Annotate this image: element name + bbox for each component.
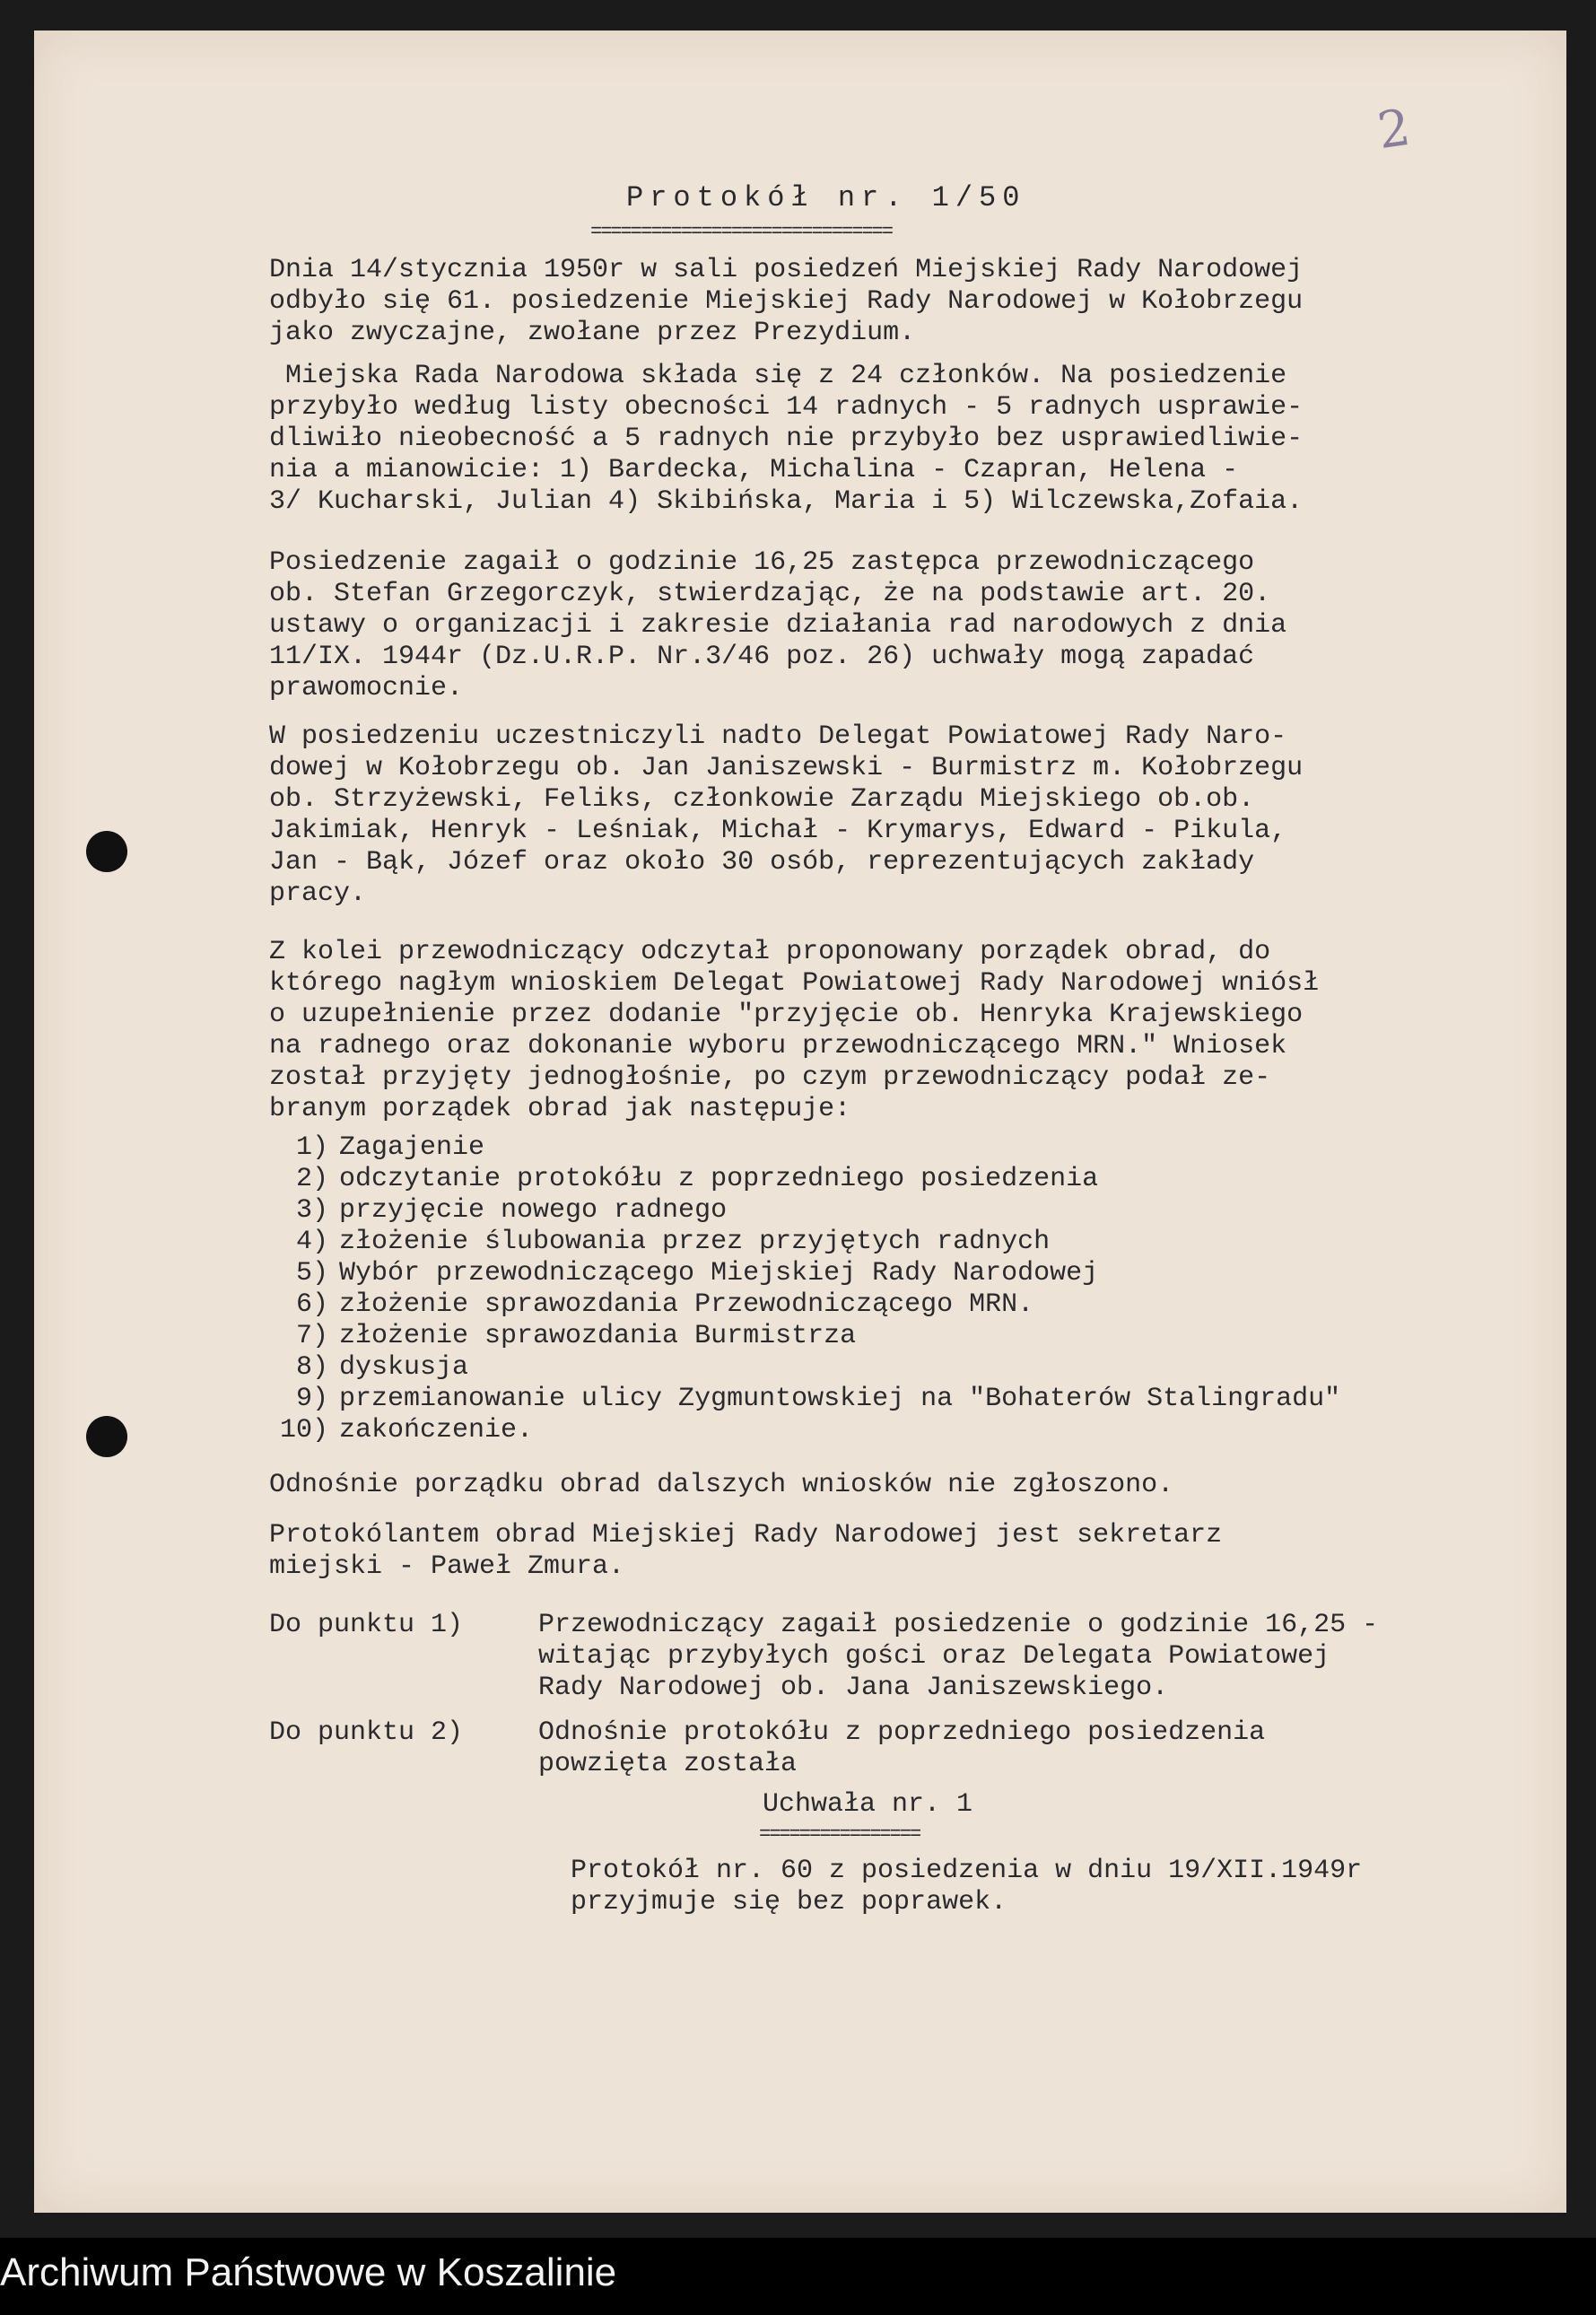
document-title: Protokół nr. 1/50 [626, 181, 1026, 214]
agenda-item: 3) przyjęcie nowego radnego [295, 1195, 728, 1226]
agenda-item: 4) złożenie ślubowania przez przyjętych radnych [295, 1227, 1051, 1257]
agenda-item: 9) przemianowanie ulicy Zygmuntowskiej na "Bohaterów Stalingradu" [295, 1384, 1341, 1414]
resolution-text: Protokół nr. 60 z posiedzenia w dniu 19/XII.1949r przyjmuje się bez poprawek. [571, 1856, 1363, 1918]
paragraph-opening: Dnia 14/stycznia 1950r w sali posiedzeń Miejskiej Rady Narodowej odbyło się 61. posiedzenie Miejskiej Rady Narodowej w Kołobrzegu jako zwyczajne, zwołane przez Prezydium. [269, 255, 1304, 348]
punch-hole [86, 1416, 127, 1457]
archive-footer-bar [0, 2238, 1596, 2315]
point-label: Do punktu 1) [269, 1610, 464, 1640]
paragraph-attendance: Miejska Rada Narodowa składa się z 24 członków. Na posiedzenie przybyło według listy obecności 14 radnych - 5 radnych usprawie- dliwiło nieobecność a 5 radnych nie przybyło bez usprawiedliwie- nia a mianowicie: 1) Bardecka, Michalina - Czapran, Helena - 3/ Kucharski, Julian 4) Skibińska, Maria i 5) Wilczewska,Zofaia. [269, 361, 1304, 517]
paragraph-participants: W posiedzeniu uczestniczyli nadto Delegat Powiatowej Rady Naro- dowej w Kołobrzegu ob. Jan Janiszewski - Burmistrz m. Kołobrzegu ob. Strzyżewski, Feliks, członkowie Zarządu Miejskiego ob.ob. Jakimiak, Henryk - Leśniak, Michał - Krymarys, Edward - Pikula, Jan - Bąk, Józef oraz około 30 osób, reprezentujących zakłady pracy. [269, 721, 1304, 909]
agenda-item: 7) złożenie sprawozdania Burmistrza [295, 1321, 857, 1351]
paragraph-opening-of-session: Posiedzenie zagaił o godzinie 16,25 zastępca przewodniczącego ob. Stefan Grzegorczyk, stwierdzając, że na podstawie art. 20. ustawy o organizacji i zakresie działania rad narodowych z dnia 11/IX. 1944r (Dz.U.R.P. Nr.3/46 poz. 26) uchwały mogą zapadać prawomocnie. [269, 547, 1287, 703]
paragraph-minutes-taker: Protokólantem obrad Miejskiej Rady Narodowej jest sekretarz miejski - Paweł Zmura. [269, 1520, 1223, 1582]
archive-name: Archiwum Państwowe w Koszalinie [0, 2250, 617, 2294]
agenda-item: 1) Zagajenie [295, 1132, 485, 1163]
paragraph-no-further-motions: Odnośnie porządku obrad dalszych wniosków nie zgłoszono. [269, 1470, 1174, 1500]
resolution-underline: ================ [759, 1823, 920, 1846]
point-text: Odnośnie protokółu z poprzedniego posiedzenia powzięta została [538, 1717, 1266, 1779]
agenda-item: 10) zakończenie. [279, 1415, 534, 1446]
agenda-item: 5) Wybór przewodniczącego Miejskiej Rady Narodowej [295, 1258, 1099, 1289]
handwritten-page-number: 2 [1374, 98, 1414, 162]
agenda-item: 2) odczytanie protokółu z poprzedniego posiedzenia [295, 1164, 1099, 1194]
resolution-title: Uchwała nr. 1 [763, 1789, 973, 1820]
agenda-item: 8) dyskusja [295, 1352, 469, 1383]
point-text: Przewodniczący zagaił posiedzenie o godzinie 16,25 - witając przybyłych gości oraz Delegata Powiatowej Rady Narodowej ob. Jana Janiszewskiego. [538, 1610, 1379, 1703]
punch-hole [86, 831, 127, 872]
title-underline: ============================== [590, 221, 893, 243]
paragraph-agenda-intro: Z kolei przewodniczący odczytał proponowany porządek obrad, do którego nagłym wnioskiem Delegat Powiatowej Rady Narodowej wniósł o uzupełnienie przez dodanie "przyjęcie ob. Henryka Krajewskiego na radnego oraz dokonanie wyboru przewodniczącego MRN." Wniosek został przyjęty jednogłośnie, po czym przewodniczący podał ze- branym porządek obrad jak następuje: [269, 937, 1320, 1124]
agenda-item: 6) złożenie sprawozdania Przewodniczącego MRN. [295, 1289, 1034, 1320]
document-page [34, 31, 1566, 2213]
agenda-list [275, 1132, 1340, 1446]
point-label: Do punktu 2) [269, 1717, 464, 1748]
